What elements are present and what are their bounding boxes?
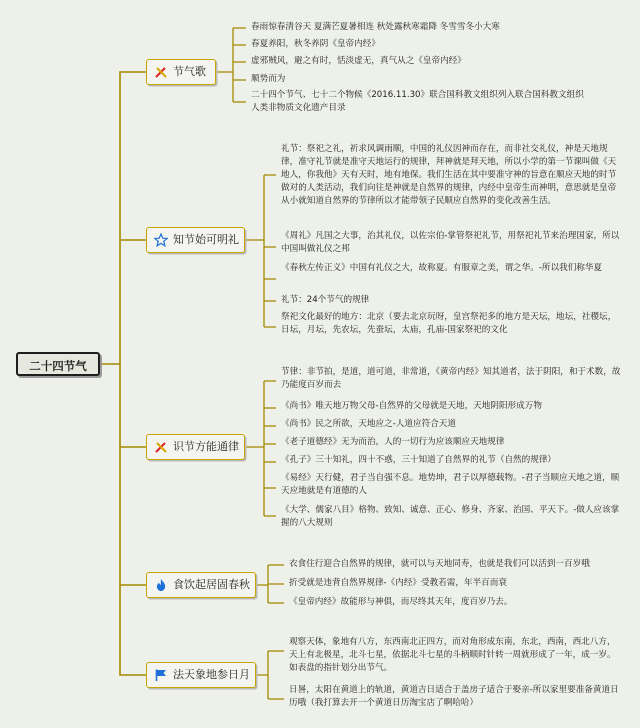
leaf-text: 折受就是违背自然界规律-《内经》受教若需，年半百而衰 — [289, 578, 507, 588]
leaf-text: 《春秋左传正义》中国有礼仪之大，故称夏。有服章之美，谓之华。-所以我们称华夏 — [281, 263, 603, 273]
branch-heaven-earth-sun-moon[interactable] — [146, 662, 256, 688]
flame-icon — [153, 577, 169, 593]
leaf-text: 祭祀文化最好的地方：北京（要去北京玩呀，皇宫祭祀多的地方是天坛，地坛，社稷坛，日坛，月坛，先农坛，先蚕坛，太庙，孔庙-国家祭祀的文化 — [281, 312, 617, 335]
branch-know-terms-master-law[interactable] — [146, 434, 245, 460]
leaf-links-1 — [216, 28, 246, 102]
tools-icon — [153, 439, 169, 455]
branch-know-terms-understand-rites[interactable] — [146, 227, 245, 253]
branch-label: 法天象地参日月 — [173, 668, 250, 681]
leaf-links-4 — [256, 565, 284, 603]
link-root-to-branch-5 — [120, 585, 146, 675]
leaf-text: 节律：非节拍，是道，道可道，非常道，《黄帝内经》知其道者，法于阴阳，和于术数，故乃能度百岁而去 — [281, 367, 621, 390]
branch-diet-living[interactable] — [146, 572, 256, 598]
branch-label: 识节方能通律 — [173, 440, 239, 453]
leaf-text: 礼节：祭祀之礼，祈求风调雨顺，中国的礼仪因神而存在，而非社交礼仪，神是天地规律，准守礼节就是准守天地运行的规律，拜神就是拜天地，所以小学的第一节课叫做《天地人，你我他》天有天时，地有地保。我们生活在其中要准守神的旨意在顺应天地的时节做对的人类活动，我们向往是神就是自然界的规律，内经中皇帝生而神明，意思就是皇帝从小就知道自然界的节律所以才能带领子民顺应自然界的变化改善生活。 — [281, 144, 617, 206]
link-root-to-branch-3 — [120, 364, 146, 447]
leaf-text: 衣食住行迎合自然界的规律，就可以与天地同寿，也就是我们可以活到一百岁哦 — [289, 559, 590, 569]
leaf-text: 《老子道德经》无为而治，人的一切行为应该顺应天地规律 — [281, 437, 505, 447]
leaf-text: 礼节：24个节气的规律 — [281, 295, 370, 305]
leaf-text: 《孔子》三十知礼，四十不惑，三十知道了自然界的礼节（自然的规律） — [281, 455, 557, 465]
branch-label: 知节始可明礼 — [173, 233, 239, 246]
root-node[interactable] — [16, 352, 100, 376]
branch-solar-term-song[interactable] — [146, 59, 216, 85]
leaf-text: 日晷，太阳在黄道上的轨道，黄道吉日适合于盖房子适合于娶亲-所以家里要准备黄道日历哦（我打算去开一个黄道日历淘宝店了啊哈哈） — [289, 685, 619, 708]
leaf-links-2 — [245, 175, 276, 327]
link-root-to-branch-4 — [120, 447, 146, 585]
root-label: 二十四节气 — [29, 359, 87, 373]
leaf-text: 春雨惊春清谷天 夏满芒夏暑相连 秋处露秋寒霜降 冬雪雪冬小大寒 — [251, 22, 500, 32]
leaf-text: 顺势而为 — [251, 74, 286, 84]
tools-icon — [153, 64, 169, 80]
link-root-to-branch-1 — [100, 72, 146, 364]
leaf-text: 《尚书》民之所欲，天地应之-人道应符合天道 — [281, 419, 456, 429]
leaf-text: 《周礼》凡国之大事，治其礼仪，以佐宗伯-掌管祭祀礼节，用祭祀礼节来治理国家，所以中国叫做礼仪之邦 — [281, 231, 620, 254]
leaf-text: 《尚书》唯天地万物父母-自然界的父母就是天地，天地阴阳形成万物 — [281, 401, 542, 411]
branch-label: 食饮起居固春秋 — [173, 578, 250, 591]
leaf-text: 《大学、儒家八目》格物、致知、诚意、正心、修身、齐家、治国、平天下。-做人应该掌握的八大规则 — [281, 505, 620, 528]
flag-icon — [153, 667, 169, 683]
leaf-links-5 — [256, 651, 284, 699]
leaf-text: 《皇帝内经》故能形与神俱，而尽终其天年，度百岁乃去。 — [289, 597, 513, 607]
leaf-text: 虚邪贼风，避之有时，恬淡虚无，真气从之《皇帝内经》 — [251, 56, 466, 66]
leaf-links-3 — [245, 381, 276, 516]
leaf-text: 《易经》天行健，君子当自强不息。地势坤，君子以厚德载物。-君子当顺应天地之道，顺天应地就是有道德的人 — [281, 473, 620, 496]
star-icon — [153, 232, 169, 248]
leaf-text: 二十四个节气、七十二个物候《2016.11.30》联合国科教文组织列入联合国科教文组织人类非物质文化遗产目录 — [251, 90, 584, 113]
branch-label: 节气歌 — [173, 65, 206, 78]
leaf-text: 春夏养阳，秋冬养阴《皇帝内经》 — [251, 39, 380, 49]
leaf-text: 观察天体，象地有八方，东西南北正四方，而对角形成东南，东北，西南，西北八方，天上有北极星，北斗七星，依据北斗七星的斗柄顺时针转一周就形成了一年，成一岁。如表盘的指针划分出节气。 — [289, 637, 616, 673]
